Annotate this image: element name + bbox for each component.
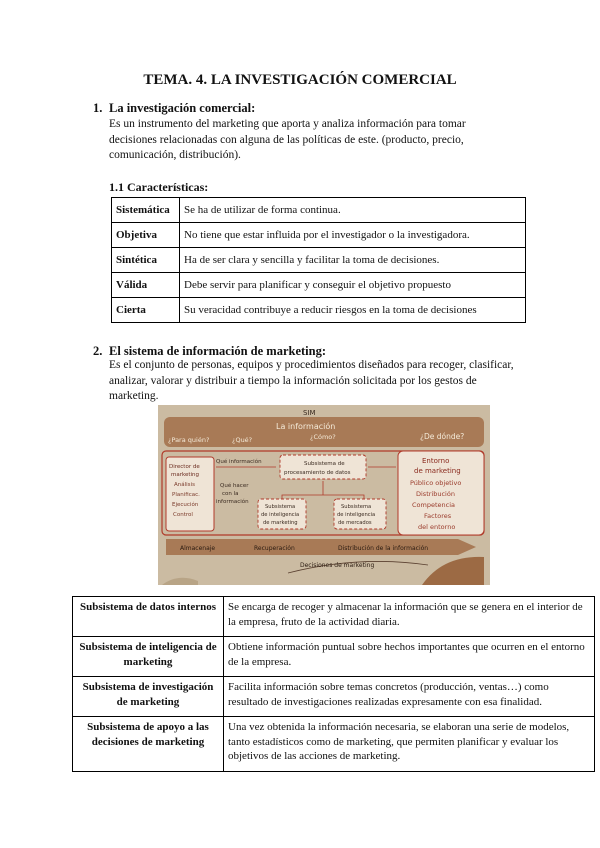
entorno-line: Distribución xyxy=(416,490,455,498)
table-row xyxy=(112,223,526,248)
characteristics-table xyxy=(111,197,526,323)
question-que: ¿Qué? xyxy=(232,436,253,444)
intel-line: de inteligencia xyxy=(261,512,300,518)
director-line: Análisis xyxy=(174,482,195,488)
question-para-quien: ¿Para quién? xyxy=(168,436,210,444)
page-title: TEMA. 4. LA INVESTIGACIÓN COMERCIAL xyxy=(143,72,457,88)
subsystem-desc: Se encarga de recoger y almacenar la información que se genera en el interior de la empresa, fruto de la actividad diaria. xyxy=(224,597,595,637)
entorno-line: Factores xyxy=(424,512,452,520)
table-row xyxy=(112,198,526,223)
entorno-line: Público objetivo xyxy=(410,479,462,487)
section1-heading-text: La investigación comercial: xyxy=(109,101,256,115)
distribucion-label: Distribución de la información xyxy=(338,545,429,552)
que-hacer-line: Qué hacer xyxy=(220,483,249,489)
table-row xyxy=(73,717,595,772)
intel-line: de marketing xyxy=(263,520,298,526)
section1-heading xyxy=(93,101,255,116)
char-term: Cierta xyxy=(112,298,180,323)
director-line: Ejecución xyxy=(172,502,199,508)
subsystems-table xyxy=(72,596,595,772)
subsystem-name: Subsistema de apoyo a las decisiones de marketing xyxy=(73,717,224,772)
info-title: La información xyxy=(276,422,336,431)
recuperacion-label: Recuperación xyxy=(254,545,295,552)
section2-heading xyxy=(93,344,326,359)
subsystem-desc: Facilita información sobre temas concretos (producción, ventas…) como resultado de investigaciones realizadas expresamente con esa finalidad. xyxy=(224,677,595,717)
invest-line: de mercados xyxy=(338,520,372,526)
char-desc: No tiene que estar influida por el investigador o la investigadora. xyxy=(180,223,526,248)
invest-line: Subsistema xyxy=(341,504,372,510)
invest-line: de inteligencia xyxy=(337,512,376,518)
char-desc: Se ha de utilizar de forma continua. xyxy=(180,198,526,223)
intel-line: Subsistema xyxy=(265,504,296,510)
section2-heading-text: El sistema de información de marketing: xyxy=(109,344,326,358)
question-de-donde: ¿De dónde? xyxy=(420,432,465,441)
subsystem-name: Subsistema de datos internos xyxy=(73,597,224,637)
entorno-line: Competencia xyxy=(412,501,456,509)
char-desc: Su veracidad contribuye a reducir riesgos en la toma de decisiones xyxy=(180,298,526,323)
table-row xyxy=(73,637,595,677)
sim-label: SIM xyxy=(303,409,316,417)
datos-line: Subsistema de xyxy=(304,461,345,467)
subsystem-name: Subsistema de inteligencia de marketing xyxy=(73,637,224,677)
characteristics-heading: 1.1 Características: xyxy=(109,180,209,194)
char-term: Sistemática xyxy=(112,198,180,223)
table-row xyxy=(112,248,526,273)
sim-diagram-photo xyxy=(158,405,490,585)
table-row xyxy=(73,677,595,717)
datos-line: procesamiento de datos xyxy=(284,470,351,476)
question-como: ¿Cómo? xyxy=(310,433,336,441)
table-row xyxy=(73,597,595,637)
director-line: Control xyxy=(173,512,193,518)
director-line: marketing xyxy=(171,472,200,478)
table-row xyxy=(112,273,526,298)
char-term: Válida xyxy=(112,273,180,298)
que-hacer-line: con la xyxy=(222,491,239,497)
decisiones-label: Decisiones de marketing xyxy=(300,562,375,569)
entorno-line: Entorno xyxy=(422,457,450,465)
subsystem-desc: Una vez obtenida la información necesaria, se elaboran una serie de modelos, tanto estadísticos como de marketing, que permiten planificar y evaluar los objetivos de las acciones de marketing. xyxy=(224,717,595,772)
char-desc: Ha de ser clara y sencilla y facilitar la toma de decisiones. xyxy=(180,248,526,273)
entorno-line: del entorno xyxy=(418,523,456,531)
section1-paragraph: Es un instrumento del marketing que aporta y analiza información para tomar decisiones relacionadas con alguna de las políticas de este. (producto, precio, comunicación, distribución). xyxy=(109,118,466,161)
director-line: Planificac. xyxy=(172,492,200,498)
director-line: Director de xyxy=(169,464,200,470)
entorno-line: de marketing xyxy=(414,467,461,475)
sim-diagram-svg xyxy=(158,405,490,585)
subsystem-desc: Obtiene información puntual sobre hechos importantes que ocurren en el entorno de la empresa. xyxy=(224,637,595,677)
char-term: Sintética xyxy=(112,248,180,273)
section2-paragraph: Es el conjunto de personas, equipos y procedimientos diseñados para recoger, clasificar, analizar, valorar y distribuir a tiempo la información solicitada por los gestos de marketing. xyxy=(109,359,514,402)
que-informacion-label: Qué información xyxy=(216,459,262,465)
que-hacer-line: información xyxy=(216,499,249,505)
almacenaje-label: Almacenaje xyxy=(180,545,216,552)
section2-number: 2. xyxy=(93,344,103,358)
section1-number: 1. xyxy=(93,101,103,115)
char-term: Objetiva xyxy=(112,223,180,248)
char-desc: Debe servir para planificar y conseguir el objetivo propuesto xyxy=(180,273,526,298)
table-row xyxy=(112,298,526,323)
subsystem-name: Subsistema de investigación de marketing xyxy=(73,677,224,717)
